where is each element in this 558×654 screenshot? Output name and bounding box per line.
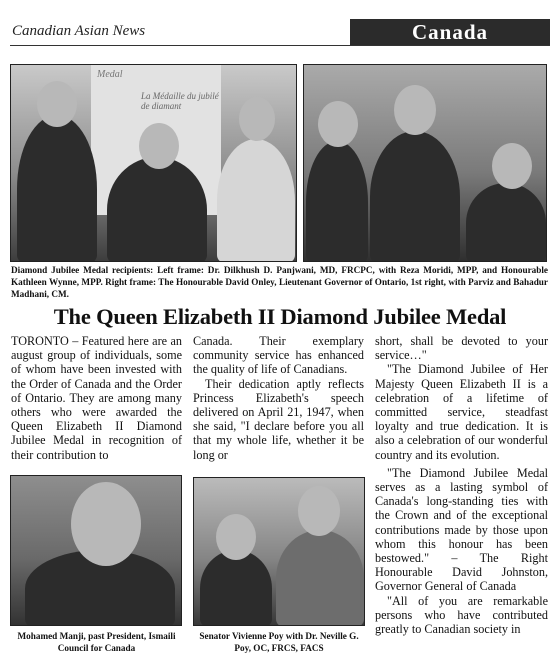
person-face	[71, 482, 141, 566]
paragraph: TORONTO – Featured here are an august group of individuals, some of whom have been invested with the Order of Canada and the Order of Ontario. They are among many others who were awarded the Queen Elizabeth II Diamond Jubilee Medal in recognition of their contribution to	[11, 334, 182, 462]
person-figure	[276, 530, 364, 626]
article-column-1	[11, 334, 182, 462]
person-figure	[466, 183, 546, 262]
publication-name: Canadian Asian News	[12, 23, 146, 39]
section-label: Canada	[350, 19, 550, 45]
banner-text-fr: La Médaille du jubilé de diamant	[141, 91, 219, 111]
person-face	[239, 97, 275, 141]
person-figure	[370, 131, 460, 262]
article-column-2	[193, 334, 364, 462]
person-face	[298, 486, 340, 536]
paragraph: "All of you are remarkable persons who have contributed greatly to Canadian society in	[375, 593, 548, 637]
person-figure	[107, 157, 207, 262]
banner-text: Medal	[97, 69, 123, 80]
person-face	[492, 143, 532, 189]
person-figure	[200, 550, 272, 626]
photo-right-frame	[303, 64, 547, 262]
photo-left-frame	[10, 64, 297, 262]
paragraph: Canada. Their exemplary community service has enhanced the quality of life of Canadians.	[193, 334, 364, 377]
person-face	[318, 101, 358, 147]
photo-bottom-middle	[193, 477, 365, 626]
article-headline: The Queen Elizabeth II Diamond Jubilee Medal	[53, 304, 507, 329]
person-figure	[306, 141, 368, 262]
person-face	[216, 514, 256, 560]
paragraph: "The Diamond Jubilee Medal serves as a lasting symbol of Canada's long-standing ties with the Crown and of the exceptional contributions made by those upon whom this honour has been bestowed." – The Right Honourable David Johnston, Governor General of Canada	[375, 465, 548, 594]
person-face	[37, 81, 77, 127]
person-face	[394, 85, 436, 135]
paragraph: "The Diamond Jubilee of Her Majesty Queen Elizabeth II is a celebration of a lifetime of committed service, steadfast loyalty and true dedication. It is also a celebration of our wonderful country and its evolution.	[375, 362, 548, 462]
person-figure	[217, 139, 295, 262]
article-column-3	[375, 334, 548, 636]
top-photo-caption: Diamond Jubilee Medal recipients: Left frame: Dr. Dilkhush D. Panjwani, MD, FRCPC, with Reza Moridi, MPP, and Honourable Kathleen Wynne, MPP. Right frame: The Honourable David Onley, Lieutenant Governor of Ontario, 1st right, with Parviz and Bahadur Madhani, CM.	[11, 265, 548, 299]
photo-bottom-left	[10, 475, 182, 626]
person-figure	[17, 115, 97, 262]
bottom-middle-caption: Senator Vivienne Poy with Dr. Neville G. Poy, OC, FRCS, FACS	[199, 631, 359, 653]
bottom-left-caption: Mohamed Manji, past President, Ismaili Council for Canada	[17, 631, 176, 653]
paragraph: short, shall be devoted to your service…"	[375, 334, 548, 363]
person-face	[139, 123, 179, 169]
paragraph: Their dedication aptly reflects Princess Elizabeth's speech delivered on April 21, 1947, when she said, "I declare before you all that my whole life, whether it be long or	[193, 376, 364, 462]
header-rule	[10, 45, 550, 46]
